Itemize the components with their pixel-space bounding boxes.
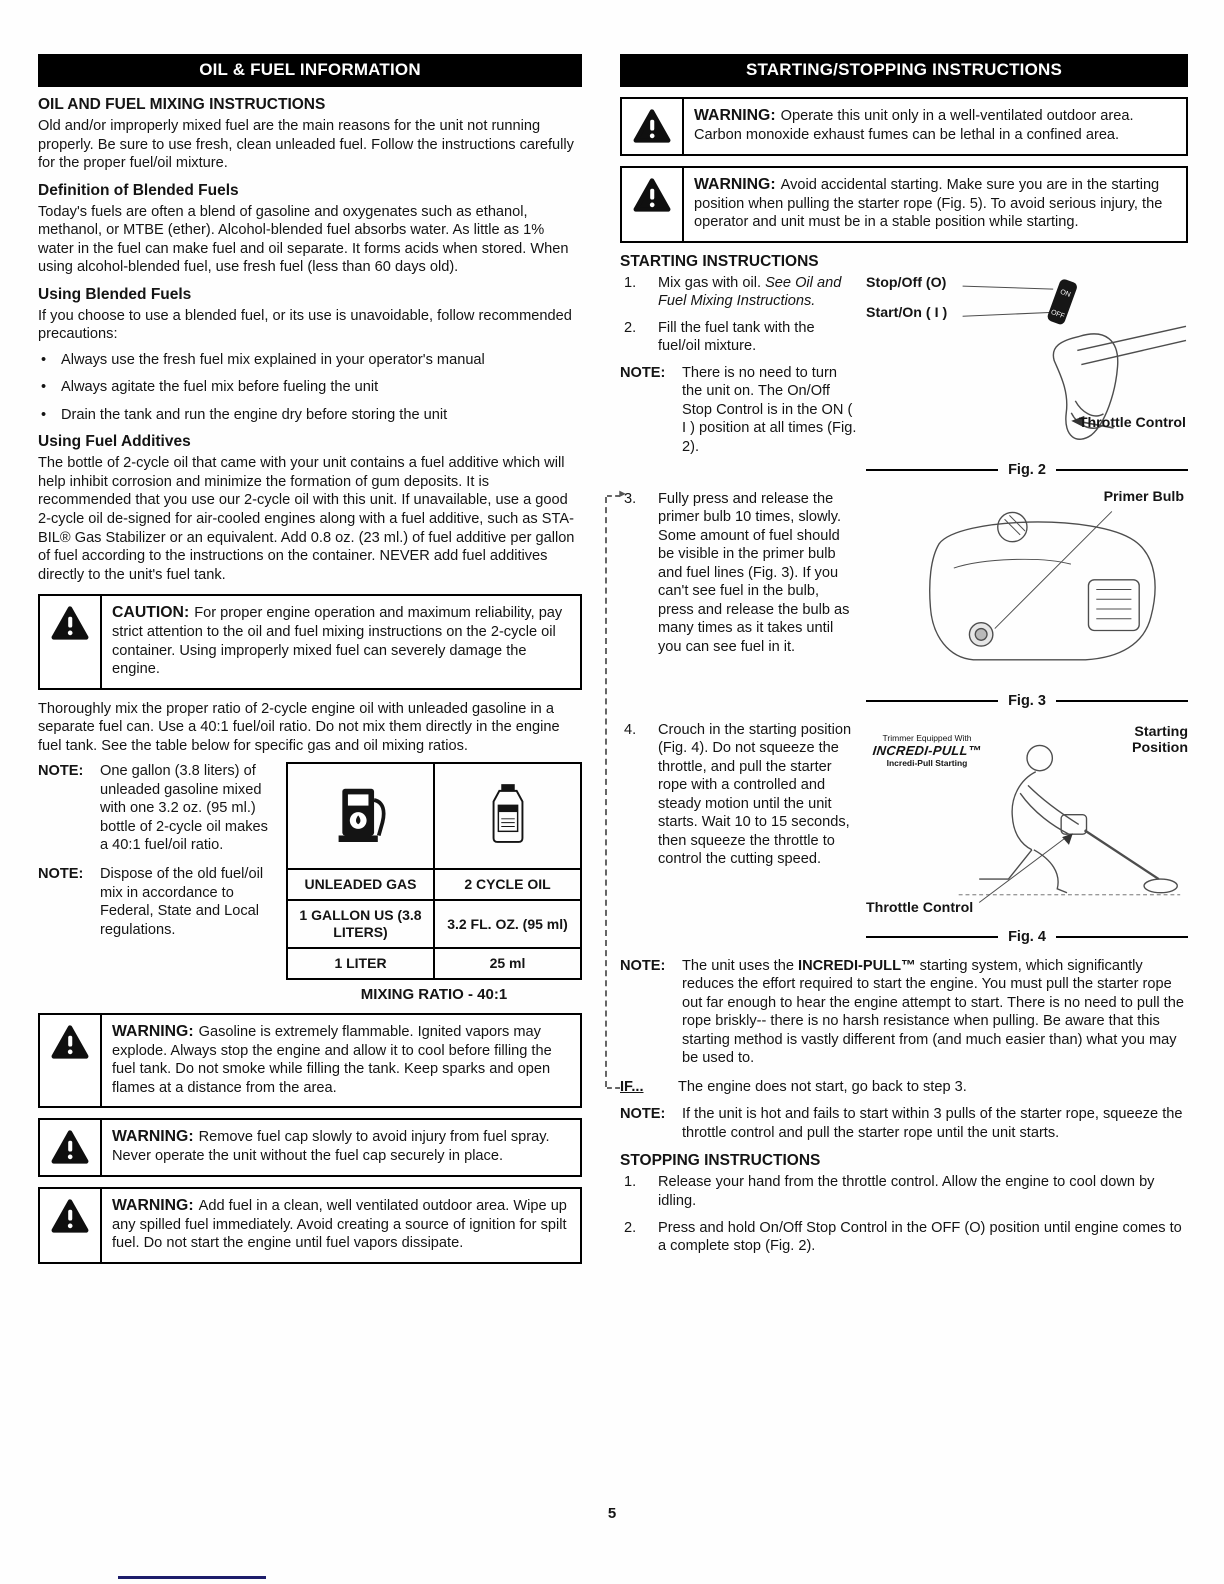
figure-2-caption	[866, 462, 1188, 478]
note-text: If the unit is hot and fails to start within 3 pulls of the starter rope, squeeze the throttle control and pull the starter rope until the unit starts.	[682, 1106, 1183, 1141]
gas-pump-icon	[333, 779, 389, 849]
note-label: NOTE:	[620, 1106, 666, 1123]
handle-illustration	[866, 274, 1188, 460]
oil-bottle-cell	[434, 763, 581, 869]
bullet-item	[38, 351, 582, 370]
warning-triangle-icon	[50, 1024, 90, 1060]
if-row	[620, 1078, 1188, 1097]
warning-box-add-fuel	[38, 1187, 582, 1264]
warning-icon-cell	[622, 99, 684, 154]
figure-4	[866, 721, 1188, 953]
bullet-item	[38, 406, 582, 425]
caption-text: Fig. 4	[1008, 928, 1046, 945]
caution-icon-cell	[40, 596, 102, 688]
note-label: NOTE:	[620, 364, 666, 381]
step-text	[658, 274, 858, 311]
caution-box	[38, 594, 582, 690]
step-text-italic: See Oil and Fuel Mixing Instructions.	[658, 274, 842, 310]
warning-box-flammable	[38, 1013, 582, 1109]
warning-triangle-icon	[632, 108, 672, 144]
note-text-lead: The unit uses the	[682, 957, 799, 974]
figure-3-art	[866, 490, 1188, 690]
step-number: 1.	[624, 274, 637, 291]
warning-body: Avoid accidental starting. Make sure you are in the starting position when pulling the starter rope (Fig. 5). To avoid serious injury, the operator and unit must be in a stable position while starting.	[694, 176, 1163, 231]
warning-text	[102, 1189, 580, 1262]
leader-arrow-icon: ►	[617, 487, 628, 500]
table-cell: 1 LITER	[287, 948, 434, 979]
warning-text	[102, 1015, 580, 1107]
step-3	[620, 490, 858, 657]
starting-stopping-header-bar: STARTING/STOPPING INSTRUCTIONS	[620, 54, 1188, 87]
if-text: The engine does not start, go back to step 3.	[678, 1078, 967, 1095]
brand-sub-text: Incredi-Pull Starting	[886, 757, 968, 768]
step-text: Fill the fuel tank with the fuel/oil mixture.	[658, 319, 815, 355]
step-text-plain: Mix gas with oil.	[658, 274, 766, 291]
warning-label: WARNING:	[694, 107, 776, 124]
engine-illustration	[866, 490, 1188, 685]
note-label: NOTE:	[620, 957, 666, 974]
mixing-section	[38, 762, 582, 1002]
caption-rule	[866, 469, 998, 471]
warning-label: WARNING:	[112, 1022, 194, 1040]
note-label: NOTE:	[38, 865, 84, 882]
label-throttle-control: Throttle Control	[866, 899, 974, 916]
caution-body: For proper engine operation and maximum reliability, pay strict attention to the oil and fuel mixing instructions on the 2-cycle oil container. Using improperly mixed fuel can severely damage the engine.	[112, 605, 563, 678]
warning-box-accidental-start	[620, 166, 1188, 243]
incredi-pull-brand-block	[866, 733, 988, 768]
warning-label: WARNING:	[694, 175, 776, 193]
warning-label: WARNING:	[112, 1128, 194, 1146]
row-step4-fig4	[620, 721, 1188, 953]
warning-body: Operate this unit only in a well-ventilated outdoor area. Carbon monoxide exhaust fumes can be lethal in a confined area.	[694, 108, 1134, 144]
label-primer-bulb: Primer Bulb	[1103, 488, 1184, 505]
label-stop-off: Stop/Off (O)	[866, 274, 947, 291]
row-step3-fig3	[620, 490, 1188, 717]
table-cell: 3.2 FL. OZ. (95 ml)	[434, 900, 581, 948]
bullet-icon: •	[41, 406, 47, 423]
figure-4-art	[866, 721, 1188, 926]
warning-box-fuel-cap	[38, 1118, 582, 1177]
if-label: IF...	[620, 1078, 644, 1095]
label-starting-position: Starting Position	[1132, 723, 1188, 756]
paragraph-using-blended: If you choose to use a blended fuel, or its use is unavoidable, follow recommended precautions:	[38, 307, 572, 343]
note-dispose	[38, 865, 274, 939]
bullet-icon: •	[41, 351, 47, 368]
step-text: Release your hand from the throttle control. Allow the engine to cool down by idling.	[658, 1174, 1155, 1209]
table-row-icons	[287, 763, 581, 869]
table-row	[287, 900, 581, 948]
step-text: Press and hold On/Off Stop Control in the OFF (O) position until engine comes to a complete stop (Fig. 2).	[658, 1219, 1182, 1255]
figure-2-art	[866, 274, 1188, 459]
step-text: Fully press and release the primer bulb 10 times, slowly. Some amount of fuel should be visible in the primer bulb and fuel lines (Fig. 3). If you can't see fuel in the bulb, press and release the bulb as many times as it takes until you can see fuel in it.	[658, 490, 850, 655]
heading-blended-definition: Definition of Blended Fuels	[38, 181, 239, 199]
table-cell: 25 ml	[434, 948, 581, 979]
right-column	[617, 54, 1188, 1264]
note-text	[682, 957, 1188, 1068]
gas-pump-cell	[287, 763, 434, 869]
warning-icon-cell	[622, 168, 684, 241]
table-row-headers	[287, 869, 581, 900]
steps-1-2-text	[620, 274, 858, 486]
incredi-pull-brand-text: INCREDI-PULL™	[798, 957, 916, 974]
mixing-ratio-table-wrap	[286, 762, 582, 1002]
warning-triangle-icon	[50, 605, 90, 641]
step-number: 2.	[624, 1219, 637, 1236]
oil-bottle-icon	[482, 779, 534, 849]
caption-rule	[1056, 700, 1188, 702]
step-number: 2.	[624, 319, 637, 336]
paragraph-mix-ratio: Thoroughly mix the proper ratio of 2-cycle engine oil with unleaded gasoline in a separate fuel can. Use a 40:1 fuel/oil ratio. Do not mix them directly in the engine fuel tank. See the table below for specific gas and oil mixing ratios.	[38, 700, 560, 754]
caption-text: Fig. 3	[1008, 692, 1046, 709]
step-number: 4.	[624, 721, 637, 738]
caution-text	[102, 596, 580, 688]
row-steps-fig2	[620, 274, 1188, 486]
left-column	[38, 54, 582, 1274]
leader-connector	[605, 487, 628, 1087]
mixing-ratio-table	[286, 762, 582, 979]
page-number: 5	[607, 1505, 617, 1522]
warning-triangle-icon	[50, 1198, 90, 1234]
label-throttle-control: Throttle Control	[1078, 414, 1186, 431]
warning-body: Remove fuel cap slowly to avoid injury from fuel spray. Never operate the unit without the fuel cap securely in place.	[112, 1129, 550, 1165]
note-incredi-pull	[620, 957, 1188, 1068]
step-3-text-col	[620, 490, 858, 717]
note-text: Dispose of the old fuel/oil mix in accordance to Federal, State and Local regulations.	[100, 865, 264, 938]
brand-equipped-text: Trimmer Equipped With	[882, 732, 972, 743]
step-4-text-col	[620, 721, 858, 953]
caption-rule	[866, 700, 998, 702]
step-2	[620, 319, 858, 356]
caption-rule	[866, 936, 998, 938]
caption-text: Fig. 2	[1008, 461, 1046, 478]
oil-fuel-header-bar: OIL & FUEL INFORMATION	[38, 54, 582, 87]
warning-text	[684, 168, 1186, 241]
note-text-rest: starting system, which significantly reduces the effort required to start the engine. You must pull the starter rope out far enough to hear the engine attempt to start. There is no need to pull the rope briskly-- there is no harsh resistance when pulling. Be aware that this starting method is vastly different from (and much easier than) what you may be used to.	[682, 957, 1184, 1067]
warning-triangle-icon	[632, 177, 672, 213]
warning-label: WARNING:	[112, 1196, 194, 1214]
bullet-icon: •	[41, 379, 47, 396]
caption-rule	[1056, 936, 1188, 938]
incredi-pull-logo: INCREDI-PULL™	[871, 742, 983, 758]
step-number: 1.	[624, 1174, 637, 1191]
table-row	[287, 948, 581, 979]
caution-label: CAUTION:	[112, 604, 190, 622]
warning-text	[684, 99, 1186, 154]
figure-2	[866, 274, 1188, 486]
bullet-text: Drain the tank and run the engine dry before storing the unit	[61, 406, 448, 423]
warning-icon-cell	[40, 1015, 102, 1107]
note-one-gallon	[38, 762, 274, 855]
step-1	[620, 274, 858, 311]
warning-text	[102, 1120, 580, 1175]
note-text: There is no need to turn the unit on. The On/Off Stop Control is in the ON ( I ) position at all times (Fig. 2).	[682, 364, 857, 455]
label-start-on: Start/On ( I )	[866, 304, 948, 321]
warning-triangle-icon	[50, 1129, 90, 1165]
note-hot-start	[620, 1105, 1188, 1142]
heading-oil-fuel-mixing: OIL AND FUEL MIXING INSTRUCTIONS	[38, 96, 326, 113]
scan-artifact-line	[118, 1576, 266, 1579]
paragraph-fuel-additives: The bottle of 2-cycle oil that came with your unit contains a fuel additive which will help inhibit corrosion and minimize the formation of gum deposits. It is recommended that you use our 2-cycle oil with this unit. If unavailable, use a good 2-cycle oil de-signed for air-cooled engines along with a fuel additive, such as STA-BIL® Gas Stabilizer or an equivalent. Add 0.8 oz. (23 ml.) of fuel additive per gallon of fuel according to the instructions on the container. NEVER add fuel additives directly to the unit's fuel tank.	[38, 455, 575, 583]
paragraph-blended-definition: Today's fuels are often a blend of gasoline and oxygenates such as ethanol, methanol, or MTBE (ether). Alcohol-blended fuel absorbs water. As little as 1% water in the fuel can make fuel and oil separate. It forms acids when stored. When using alcohol-blended fuel, use fresh fuel (less than 60 days old).	[38, 203, 569, 276]
table-cell: UNLEADED GAS	[287, 869, 434, 900]
caption-rule	[1056, 469, 1188, 471]
paragraph-mixing: Old and/or improperly mixed fuel are the main reasons for the unit not running properly. Be sure to use fresh, clean unleaded fuel. Follow the instructions carefully for the proper fuel/oil mixture.	[38, 118, 574, 172]
step-number: 3.	[624, 490, 637, 507]
switch-off-text: OFF	[1049, 308, 1066, 320]
figure-4-caption	[866, 929, 1188, 945]
table-cell: 2 CYCLE OIL	[434, 869, 581, 900]
step-4	[620, 721, 858, 869]
heading-stopping-instructions: STOPPING INSTRUCTIONS	[620, 1152, 821, 1170]
figure-3	[866, 490, 1188, 717]
bullet-text: Always use the fresh fuel mix explained in your operator's manual	[61, 351, 485, 368]
warning-icon-cell	[40, 1120, 102, 1175]
bullet-text: Always agitate the fuel mix before fueling the unit	[61, 379, 379, 396]
stop-step-1	[620, 1173, 1188, 1210]
warning-icon-cell	[40, 1189, 102, 1262]
heading-using-blended: Using Blended Fuels	[38, 285, 192, 303]
warning-body: Gasoline is extremely flammable. Ignited vapors may explode. Always stop the engine and allow it to cool before filling the fuel tank. Do not smoke while filling the tank. Keep sparks and open flames at a distance from the area.	[112, 1023, 552, 1096]
table-cell: 1 GALLON US (3.8 LITERS)	[287, 900, 434, 948]
bullet-item	[38, 378, 582, 397]
figure-3-caption	[866, 693, 1188, 709]
warning-body: Add fuel in a clean, well ventilated outdoor area. Wipe up any spilled fuel immediately. Avoid creating a source of ignition for spilt fuel. Do not start the engine until fuel vapors dissipate.	[112, 1197, 567, 1252]
mixing-ratio-caption: MIXING RATIO - 40:1	[360, 985, 508, 1003]
stop-step-2	[620, 1219, 1188, 1256]
warning-box-ventilation	[620, 97, 1188, 156]
switch-on-text: ON	[1059, 288, 1072, 299]
heading-starting-instructions: STARTING INSTRUCTIONS	[620, 252, 819, 270]
note-label: NOTE:	[38, 763, 84, 780]
heading-fuel-additives: Using Fuel Additives	[38, 433, 191, 451]
note-on-off	[620, 364, 858, 457]
mixing-notes	[38, 762, 274, 1002]
step-text: Crouch in the starting position (Fig. 4). Do not squeeze the throttle, and pull the starter rope with a controlled and steady motion until the unit starts. Wait 10 to 15 seconds, then squeeze the throttle to control the cutting speed.	[658, 721, 852, 868]
note-text: One gallon (3.8 liters) of unleaded gasoline mixed with one 3.2 oz. (95 ml.) bottle of 2-cycle oil makes a 40:1 fuel/oil ratio.	[100, 763, 268, 854]
